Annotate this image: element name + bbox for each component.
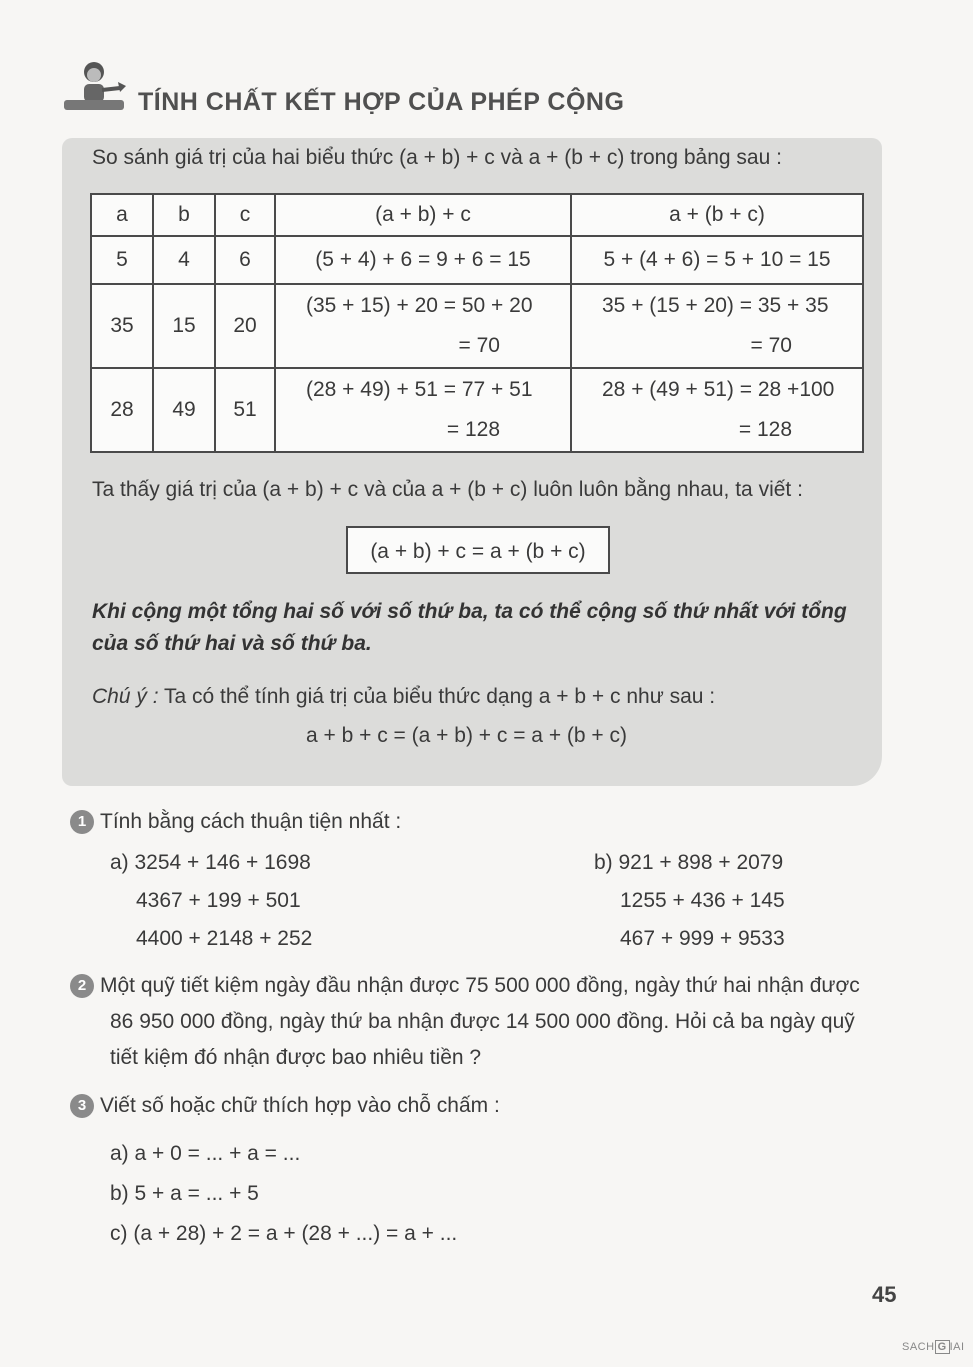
expr-line: (35 + 15) + 20 = 50 + 20 xyxy=(306,294,533,317)
rule-line: của số thứ hai và số thứ ba. xyxy=(92,632,372,655)
table-cell: 49 xyxy=(153,368,215,452)
exercise-text: 86 950 000 đồng, ngày thứ ba nhận được 14 500 000 đồng. Hỏi cả ba ngày quỹ xyxy=(110,1010,855,1033)
expr-result: = 70 xyxy=(750,334,792,357)
table-cell: (5 + 4) + 6 = 9 + 6 = 15 xyxy=(275,236,571,284)
exercise-1-column-b xyxy=(594,844,785,958)
exercise-3 xyxy=(70,1094,500,1118)
table-row xyxy=(91,368,863,452)
note-formula: a + b + c = (a + b) + c = a + (b + c) xyxy=(306,724,628,747)
expression: a) 3254 + 146 + 1698 xyxy=(110,851,311,874)
table-cell xyxy=(571,368,863,452)
expression: 1255 + 436 + 145 xyxy=(620,889,785,912)
rule-text xyxy=(92,596,872,660)
exercise-item: a) a + 0 = ... + a = ... xyxy=(110,1142,301,1165)
exercise-number-badge: 2 xyxy=(70,974,94,998)
exercise-text: Tính bằng cách thuận tiện nhất : xyxy=(100,810,402,833)
formula-box: (a + b) + c = a + (b + c) xyxy=(346,526,610,574)
logo-mark: G xyxy=(935,1340,950,1354)
table-cell: 35 xyxy=(91,284,153,368)
expression: 4367 + 199 + 501 xyxy=(136,889,301,912)
exercise-1 xyxy=(70,810,401,834)
table-cell xyxy=(571,284,863,368)
publisher-logo xyxy=(902,1340,965,1354)
table-header: a + (b + c) xyxy=(571,194,863,236)
table-cell xyxy=(275,368,571,452)
table-cell: 4 xyxy=(153,236,215,284)
page-title: TÍNH CHẤT KẾT HỢP CỦA PHÉP CỘNG xyxy=(138,88,625,116)
exercise-item: b) 5 + a = ... + 5 xyxy=(110,1182,259,1205)
expression: 467 + 999 + 9533 xyxy=(620,927,785,950)
table-header: c xyxy=(215,194,275,236)
exercise-item: c) (a + 28) + 2 = a + (28 + ...) = a + ... xyxy=(110,1222,458,1245)
logo-text: SACH xyxy=(902,1341,935,1353)
expr-result: = 128 xyxy=(446,418,500,441)
note xyxy=(92,685,715,709)
exercise-2 xyxy=(70,968,910,1076)
exercise-3-items xyxy=(110,1134,457,1254)
table-header: b xyxy=(153,194,215,236)
table-cell: 5 xyxy=(91,236,153,284)
table-header-row xyxy=(91,194,863,236)
exercise-text: Một quỹ tiết kiệm ngày đầu nhận được 75 500 000 đồng, ngày thứ hai nhận được xyxy=(100,974,860,997)
expr-result: = 70 xyxy=(458,334,500,357)
logo-text: IAI xyxy=(949,1341,965,1353)
expression: b) 921 + 898 + 2079 xyxy=(594,851,784,874)
note-label: Chú ý : xyxy=(92,685,159,708)
table-cell: 28 xyxy=(91,368,153,452)
page-number: 45 xyxy=(872,1282,897,1307)
table-header: a xyxy=(91,194,153,236)
table-row xyxy=(91,236,863,284)
table-row xyxy=(91,284,863,368)
table-cell xyxy=(275,284,571,368)
mascot-icon xyxy=(56,58,136,120)
table-cell: 6 xyxy=(215,236,275,284)
expression: 4400 + 2148 + 252 xyxy=(136,927,313,950)
rule-line: Khi cộng một tổng hai số với số thứ ba, ta có thể cộng số thứ nhất với tổng xyxy=(92,600,847,623)
expr-result: = 128 xyxy=(738,418,792,441)
expr-line: 28 + (49 + 51) = 28 +100 xyxy=(602,378,835,401)
table-cell: 51 xyxy=(215,368,275,452)
table-cell: 5 + (4 + 6) = 5 + 10 = 15 xyxy=(571,236,863,284)
exercise-text: Viết số hoặc chữ thích hợp vào chỗ chấm : xyxy=(100,1094,500,1117)
expr-line: (28 + 49) + 51 = 77 + 51 xyxy=(306,378,533,401)
intro-text: So sánh giá trị của hai biểu thức (a + b) + c và a + (b + c) trong bảng sau : xyxy=(92,146,782,169)
exercise-text: tiết kiệm đó nhận được bao nhiêu tiền ? xyxy=(110,1046,482,1069)
expr-line: 35 + (15 + 20) = 35 + 35 xyxy=(602,294,829,317)
exercise-number-badge: 3 xyxy=(70,1094,94,1118)
note-text: Ta có thể tính giá trị của biểu thức dạng a + b + c như sau : xyxy=(164,685,716,708)
table-cell: 15 xyxy=(153,284,215,368)
exercise-1-column-a xyxy=(110,844,312,958)
table-cell: 20 xyxy=(215,284,275,368)
observation-text: Ta thấy giá trị của (a + b) + c và của a + (b + c) luôn luôn bằng nhau, ta viết : xyxy=(92,478,803,501)
table-header: (a + b) + c xyxy=(275,194,571,236)
exercise-number-badge: 1 xyxy=(70,810,94,834)
comparison-table xyxy=(90,193,864,453)
